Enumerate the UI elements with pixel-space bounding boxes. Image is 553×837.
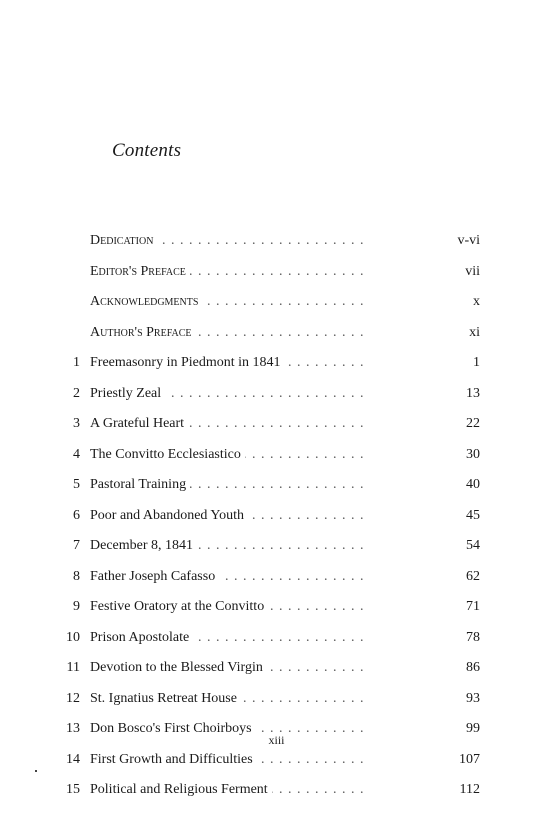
- toc-row-chapter: [50, 501, 480, 532]
- toc-entry-title: Prison Apostolate . .: [90, 623, 446, 654]
- toc-entry-title: Freemasonry in Piedmont in 1841 . .: [90, 348, 446, 379]
- toc-row-chapter: [50, 623, 480, 654]
- toc-row-dedication: [50, 226, 480, 257]
- toc-entry-title: Political and Religious Ferment . .: [90, 775, 446, 806]
- chapter-number: 12: [66, 690, 80, 706]
- toc-entry-page: 54: [466, 538, 480, 553]
- toc-entry-page: 86: [466, 660, 480, 675]
- toc-entry-title: Poor and Abandoned Youth . .: [90, 501, 446, 532]
- toc-row-chapter: [50, 745, 480, 776]
- toc-entry-title: A Grateful Heart . .: [90, 409, 446, 440]
- chapter-number: 15: [66, 782, 80, 797]
- toc-entry-page: 93: [466, 690, 480, 706]
- toc-entry-page: 99: [466, 721, 480, 736]
- toc-entry-title: First Growth and Difficulties . .: [90, 745, 446, 776]
- toc-entry-title: Priestly Zeal . .: [90, 379, 446, 410]
- chapter-number: 11: [66, 660, 80, 675]
- toc-row-chapter: [50, 562, 480, 593]
- toc-entry-page: xi: [469, 324, 480, 340]
- toc-row-chapter: [50, 379, 480, 410]
- toc-entry-page: 22: [466, 416, 480, 431]
- chapter-number: 1: [73, 355, 80, 370]
- toc-row-chapter: [50, 775, 480, 806]
- toc-entry-page: 40: [466, 477, 480, 492]
- toc-entry-title: St. Ignatius Retreat House . .: [90, 684, 446, 715]
- toc-entry-page: 112: [459, 782, 480, 797]
- toc-entry-page: vii: [465, 263, 480, 279]
- chapter-number: 13: [66, 721, 80, 736]
- toc-row-chapter: [50, 653, 480, 684]
- toc-row-chapter: [50, 470, 480, 501]
- chapter-number: 10: [66, 629, 80, 645]
- toc-row-editors-preface: [50, 257, 480, 288]
- toc-entry-title: Pastoral Training . .: [90, 470, 446, 501]
- toc-row-authors-preface: [50, 318, 480, 349]
- chapter-number: 5: [73, 477, 80, 492]
- chapter-number: 8: [73, 568, 80, 584]
- chapter-number: 4: [73, 446, 80, 462]
- chapter-number: 2: [73, 385, 80, 401]
- toc-row-chapter: [50, 684, 480, 715]
- toc-entry-title: Editor's Preface . .: [90, 257, 446, 288]
- toc-entry-page: 71: [466, 599, 480, 614]
- toc-entry-title: Author's Preface . .: [90, 318, 446, 349]
- toc-entry-title: Festive Oratory at the Convitto . .: [90, 592, 446, 623]
- toc-entry-title: Devotion to the Blessed Virgin . .: [90, 653, 446, 684]
- chapter-number: 14: [66, 751, 80, 767]
- chapter-number: 9: [73, 599, 80, 614]
- toc-entry-page: v-vi: [457, 233, 480, 248]
- toc-row-acknowledgments: [50, 287, 480, 318]
- toc-entry-page: 62: [466, 568, 480, 584]
- chapter-number: 3: [73, 416, 80, 431]
- toc-entry-title: Don Bosco's First Choirboys . .: [90, 714, 446, 745]
- toc-entry-title: Father Joseph Cafasso . .: [90, 562, 446, 593]
- table-of-contents: [50, 226, 480, 806]
- toc-row-chapter: [50, 409, 480, 440]
- toc-entry-page: 30: [466, 446, 480, 462]
- page-title: Contents: [112, 140, 182, 161]
- toc-row-chapter: [50, 592, 480, 623]
- toc-entry-page: 107: [459, 751, 480, 767]
- toc-row-chapter: [50, 440, 480, 471]
- toc-row-chapter: [50, 348, 480, 379]
- toc-entry-page: 1: [473, 355, 480, 370]
- chapter-number: 6: [73, 507, 80, 523]
- toc-entry-title: Acknowledgments . .: [90, 287, 446, 318]
- toc-entry-page: 78: [466, 629, 480, 645]
- toc-entry-page: 13: [466, 385, 480, 401]
- chapter-number: 7: [73, 538, 80, 553]
- toc-entry-title: Dedication . .: [90, 226, 446, 257]
- toc-entry-title: The Convitto Ecclesiastico . .: [90, 440, 446, 471]
- toc-row-chapter: [50, 531, 480, 562]
- toc-entry-page: x: [473, 294, 480, 309]
- page-number: xiii: [268, 733, 285, 747]
- scan-speck: [35, 770, 37, 772]
- toc-entry-title: December 8, 1841 . .: [90, 531, 446, 562]
- toc-entry-page: 45: [466, 507, 480, 523]
